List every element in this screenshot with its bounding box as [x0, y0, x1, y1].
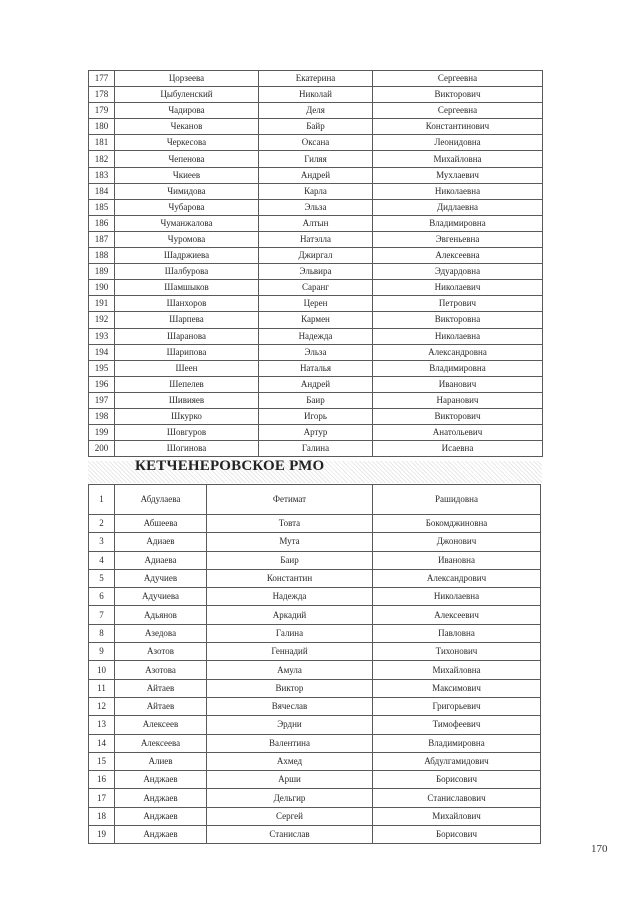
patronymic-cell: Исаевна [373, 441, 543, 457]
row-number: 181 [89, 135, 115, 151]
table-row [89, 515, 541, 533]
row-number: 185 [89, 199, 115, 215]
patronymic-cell: Анатольевич [373, 425, 543, 441]
patronymic-cell: Константинович [373, 119, 543, 135]
surname-cell: Шкурко [115, 408, 259, 424]
row-number: 16 [89, 771, 115, 789]
row-number: 180 [89, 119, 115, 135]
row-number: 184 [89, 183, 115, 199]
surname-cell: Чеканов [115, 119, 259, 135]
patronymic-cell: Мухлаевич [373, 167, 543, 183]
first-name-cell: Галина [259, 441, 373, 457]
row-number: 18 [89, 807, 115, 825]
row-number: 187 [89, 231, 115, 247]
surname-cell: Адиаев [115, 533, 207, 551]
patronymic-cell: Наранович [373, 392, 543, 408]
first-name-cell: Деля [259, 103, 373, 119]
patronymic-cell: Александрович [373, 569, 541, 587]
row-number: 15 [89, 752, 115, 770]
patronymic-cell: Викторович [373, 408, 543, 424]
surname-cell: Шарпева [115, 312, 259, 328]
surname-cell: Адьянов [115, 606, 207, 624]
first-name-cell: Игорь [259, 408, 373, 424]
table-row [89, 485, 541, 515]
patronymic-cell: Эдуардовна [373, 264, 543, 280]
first-name-cell: Константин [207, 569, 373, 587]
surname-cell: Алексеева [115, 734, 207, 752]
patronymic-cell: Дидлаевна [373, 199, 543, 215]
surname-cell: Айтаев [115, 697, 207, 715]
patronymic-cell: Викторовна [373, 312, 543, 328]
table-row [89, 360, 543, 376]
patronymic-cell: Ивановна [373, 551, 541, 569]
table-row [89, 624, 541, 642]
patronymic-cell: Николаевич [373, 280, 543, 296]
first-name-cell: Алтын [259, 215, 373, 231]
row-number: 11 [89, 679, 115, 697]
surname-cell: Адиаева [115, 551, 207, 569]
first-name-cell: Сергей [207, 807, 373, 825]
row-number: 1 [89, 485, 115, 515]
patronymic-cell: Владимировна [373, 360, 543, 376]
row-number: 186 [89, 215, 115, 231]
first-name-cell: Надежда [207, 588, 373, 606]
first-name-cell: Геннадий [207, 643, 373, 661]
surname-cell: Шамшыков [115, 280, 259, 296]
table-row [89, 264, 543, 280]
table-row [89, 679, 541, 697]
table-row [89, 807, 541, 825]
table-row [89, 151, 543, 167]
patronymic-cell: Викторович [373, 87, 543, 103]
first-name-cell: Байр [259, 119, 373, 135]
row-number: 19 [89, 826, 115, 844]
patronymic-cell: Сергеевна [373, 71, 543, 87]
row-number: 5 [89, 569, 115, 587]
row-number: 188 [89, 248, 115, 264]
patronymic-cell: Павловна [373, 624, 541, 642]
patronymic-cell: Абдулгамидович [373, 752, 541, 770]
row-number: 8 [89, 624, 115, 642]
table-row [89, 425, 543, 441]
first-name-cell: Галина [207, 624, 373, 642]
surname-cell: Азотова [115, 661, 207, 679]
table-row [89, 248, 543, 264]
patronymic-cell: Николаевна [373, 183, 543, 199]
table-row [89, 183, 543, 199]
surname-cell: Анджаев [115, 789, 207, 807]
table-row [89, 392, 543, 408]
surname-cell: Шеен [115, 360, 259, 376]
surname-cell: Шарипова [115, 344, 259, 360]
patronymic-cell: Александровна [373, 344, 543, 360]
first-name-cell: Наталья [259, 360, 373, 376]
first-name-cell: Натэлла [259, 231, 373, 247]
first-name-cell: Аркадий [207, 606, 373, 624]
first-name-cell: Гиляя [259, 151, 373, 167]
patronymic-cell: Сергеевна [373, 103, 543, 119]
table-row [89, 771, 541, 789]
first-name-cell: Карла [259, 183, 373, 199]
first-name-cell: Церен [259, 296, 373, 312]
first-name-cell: Оксана [259, 135, 373, 151]
first-name-cell: Николай [259, 87, 373, 103]
table-row [89, 344, 543, 360]
table-row [89, 119, 543, 135]
row-number: 189 [89, 264, 115, 280]
surname-cell: Адучиев [115, 569, 207, 587]
first-name-cell: Эрдни [207, 716, 373, 734]
first-name-cell: Виктор [207, 679, 373, 697]
table-row [89, 135, 543, 151]
first-name-cell: Амула [207, 661, 373, 679]
patronymic-cell: Михайловна [373, 661, 541, 679]
surname-cell: Чкиеев [115, 167, 259, 183]
first-name-cell: Вячеслав [207, 697, 373, 715]
first-name-cell: Баир [207, 551, 373, 569]
surname-cell: Чуманжалова [115, 215, 259, 231]
first-name-cell: Станислав [207, 826, 373, 844]
surname-cell: Шогинова [115, 441, 259, 457]
patronymic-cell: Григорьевич [373, 697, 541, 715]
table-row [89, 280, 543, 296]
patronymic-cell: Михайловна [373, 151, 543, 167]
surname-cell: Шивияев [115, 392, 259, 408]
table-row [89, 87, 543, 103]
table-row [89, 71, 543, 87]
row-number: 194 [89, 344, 115, 360]
surname-cell: Адучиева [115, 588, 207, 606]
surname-cell: Азедова [115, 624, 207, 642]
surname-cell: Айтаев [115, 679, 207, 697]
table-row [89, 231, 543, 247]
surname-cell: Цорзеева [115, 71, 259, 87]
surname-cell: Абдулаева [115, 485, 207, 515]
table-row [89, 606, 541, 624]
table-row [89, 199, 543, 215]
first-name-cell: Мута [207, 533, 373, 551]
row-number: 6 [89, 588, 115, 606]
surname-cell: Анджаев [115, 807, 207, 825]
first-name-cell: Валентина [207, 734, 373, 752]
row-number: 9 [89, 643, 115, 661]
patronymic-cell: Джонович [373, 533, 541, 551]
row-number: 14 [89, 734, 115, 752]
first-name-cell: Андрей [259, 376, 373, 392]
table-row [89, 408, 543, 424]
first-name-cell: Надежда [259, 328, 373, 344]
table-row [89, 215, 543, 231]
patronymic-cell: Алексеевна [373, 248, 543, 264]
row-number: 4 [89, 551, 115, 569]
first-name-cell: Эльвира [259, 264, 373, 280]
surname-cell: Чадирова [115, 103, 259, 119]
surname-cell: Чубарова [115, 199, 259, 215]
patronymic-cell: Николаевна [373, 588, 541, 606]
row-number: 193 [89, 328, 115, 344]
surname-cell: Цыбуленский [115, 87, 259, 103]
surname-cell: Черкесова [115, 135, 259, 151]
patronymic-cell: Владимировна [373, 215, 543, 231]
row-number: 3 [89, 533, 115, 551]
patronymic-cell: Алексеевич [373, 606, 541, 624]
row-number: 197 [89, 392, 115, 408]
table-row [89, 167, 543, 183]
row-number: 10 [89, 661, 115, 679]
patronymic-cell: Иванович [373, 376, 543, 392]
table-row [89, 716, 541, 734]
row-number: 177 [89, 71, 115, 87]
surname-cell: Шовгуров [115, 425, 259, 441]
patronymic-cell: Петрович [373, 296, 543, 312]
surname-cell: Абшеева [115, 515, 207, 533]
first-name-cell: Кармен [259, 312, 373, 328]
row-number: 178 [89, 87, 115, 103]
table-row [89, 533, 541, 551]
row-number: 183 [89, 167, 115, 183]
surname-cell: Шадржиева [115, 248, 259, 264]
row-number: 7 [89, 606, 115, 624]
first-name-cell: Артур [259, 425, 373, 441]
table-row [89, 789, 541, 807]
patronymic-cell: Леонидовна [373, 135, 543, 151]
row-number: 200 [89, 441, 115, 457]
first-name-cell: Эльза [259, 199, 373, 215]
surname-cell: Шанхоров [115, 296, 259, 312]
row-number: 198 [89, 408, 115, 424]
table-top [88, 70, 543, 457]
row-number: 182 [89, 151, 115, 167]
surname-cell: Алексеев [115, 716, 207, 734]
row-number: 195 [89, 360, 115, 376]
patronymic-cell: Владимировна [373, 734, 541, 752]
row-number: 2 [89, 515, 115, 533]
row-number: 13 [89, 716, 115, 734]
first-name-cell: Андрей [259, 167, 373, 183]
row-number: 190 [89, 280, 115, 296]
patronymic-cell: Борисович [373, 771, 541, 789]
row-number: 192 [89, 312, 115, 328]
page-number: 170 [591, 843, 608, 855]
table-row [89, 588, 541, 606]
table-row [89, 826, 541, 844]
table-row [89, 569, 541, 587]
row-number: 196 [89, 376, 115, 392]
first-name-cell: Саранг [259, 280, 373, 296]
patronymic-cell: Максимович [373, 679, 541, 697]
first-name-cell: Фетимат [207, 485, 373, 515]
patronymic-cell: Тихонович [373, 643, 541, 661]
table-row [89, 551, 541, 569]
section-title: КЕТЧЕНЕРОВСКОЕ РМО [135, 458, 325, 474]
patronymic-cell: Тимофеевич [373, 716, 541, 734]
surname-cell: Азотов [115, 643, 207, 661]
table-row [89, 328, 543, 344]
table-row [89, 441, 543, 457]
table-row [89, 734, 541, 752]
table-row [89, 376, 543, 392]
patronymic-cell: Николаевна [373, 328, 543, 344]
table-row [89, 643, 541, 661]
surname-cell: Шалбурова [115, 264, 259, 280]
first-name-cell: Баир [259, 392, 373, 408]
row-number: 12 [89, 697, 115, 715]
patronymic-cell: Рашидовна [373, 485, 541, 515]
patronymic-cell: Станиславович [373, 789, 541, 807]
table-row [89, 296, 543, 312]
patronymic-cell: Борисович [373, 826, 541, 844]
table-row [89, 661, 541, 679]
surname-cell: Анджаев [115, 826, 207, 844]
patronymic-cell: Бокомджиновна [373, 515, 541, 533]
surname-cell: Шаранова [115, 328, 259, 344]
table-row [89, 103, 543, 119]
row-number: 17 [89, 789, 115, 807]
table-row [89, 752, 541, 770]
patronymic-cell: Эвгеньевна [373, 231, 543, 247]
surname-cell: Шепелев [115, 376, 259, 392]
row-number: 179 [89, 103, 115, 119]
row-number: 191 [89, 296, 115, 312]
surname-cell: Чепенова [115, 151, 259, 167]
first-name-cell: Джиргал [259, 248, 373, 264]
row-number: 199 [89, 425, 115, 441]
first-name-cell: Дельгир [207, 789, 373, 807]
first-name-cell: Ахмед [207, 752, 373, 770]
surname-cell: Чимидова [115, 183, 259, 199]
first-name-cell: Эльза [259, 344, 373, 360]
table-bottom [88, 484, 541, 844]
first-name-cell: Товта [207, 515, 373, 533]
patronymic-cell: Михайлович [373, 807, 541, 825]
table-row [89, 312, 543, 328]
first-name-cell: Арши [207, 771, 373, 789]
surname-cell: Алиев [115, 752, 207, 770]
surname-cell: Анджаев [115, 771, 207, 789]
table-row [89, 697, 541, 715]
surname-cell: Чуромова [115, 231, 259, 247]
first-name-cell: Екатерина [259, 71, 373, 87]
